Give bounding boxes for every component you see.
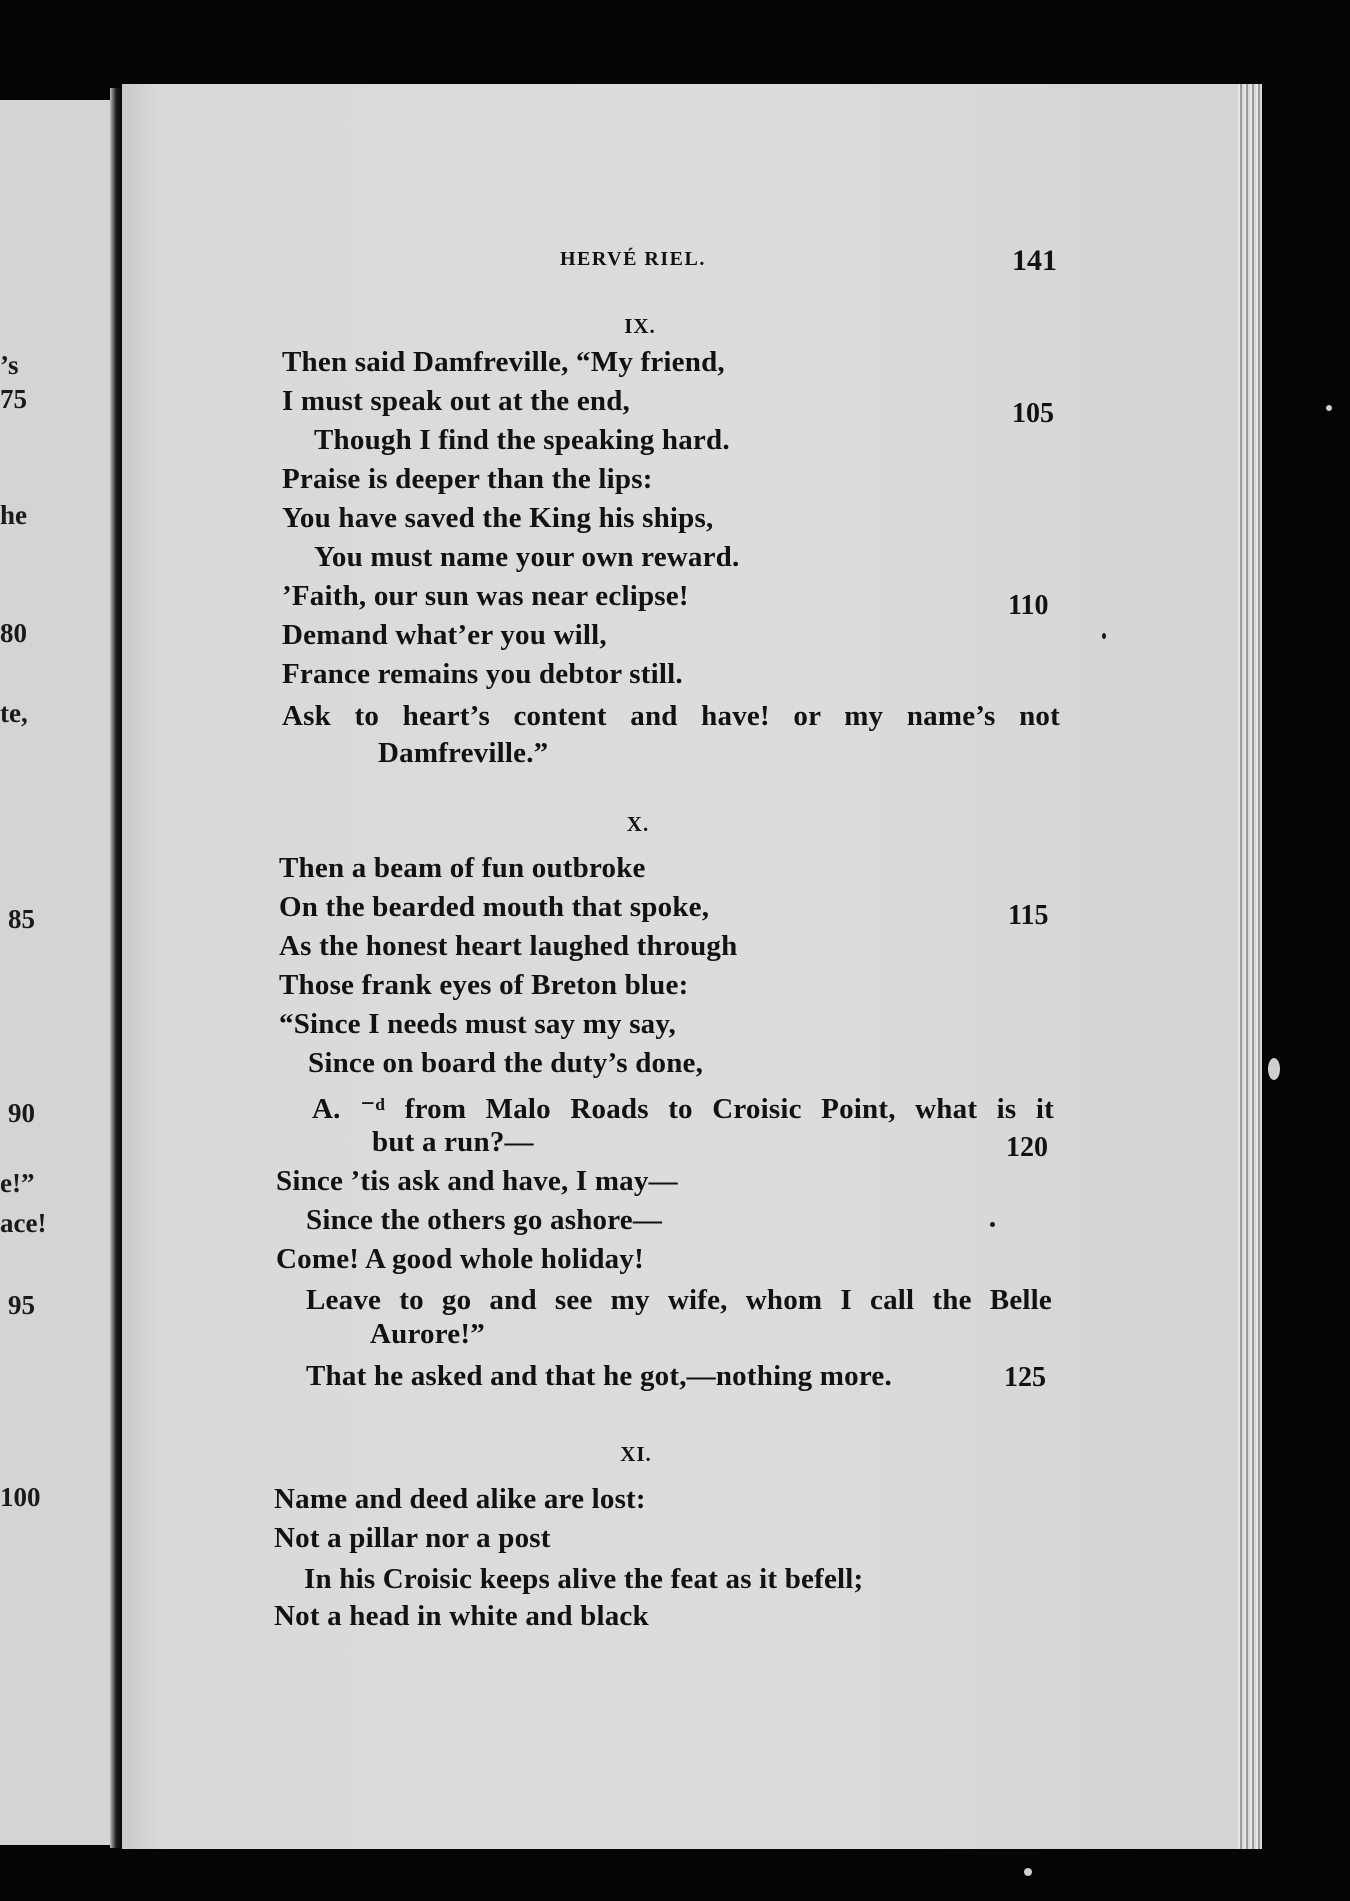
verse-line: but a run?— bbox=[372, 1126, 534, 1158]
verse-line: France remains you debtor still. bbox=[282, 658, 683, 690]
left-page-fragment: 90 bbox=[8, 1098, 35, 1128]
left-facing-page bbox=[0, 100, 118, 1845]
left-page-fragment: te, bbox=[0, 698, 28, 728]
verse-line: Leave to go and see my wife, whom I call the Belle bbox=[306, 1284, 1052, 1316]
scan-speck bbox=[990, 1222, 995, 1227]
verse-line: Demand what’er you will, bbox=[282, 619, 607, 651]
scan-speck bbox=[1102, 633, 1106, 639]
verse-line: You have saved the King his ships, bbox=[282, 502, 714, 534]
line-number: 115 bbox=[1008, 900, 1049, 931]
verse-line: Come! A good whole holiday! bbox=[276, 1243, 644, 1275]
verse-line: That he asked and that he got,—nothing more. bbox=[306, 1360, 892, 1392]
scan-speck bbox=[1268, 1058, 1280, 1080]
verse-line: “Since I needs must say my say, bbox=[279, 1008, 676, 1040]
line-number: 105 bbox=[1012, 398, 1054, 429]
verse-line: Since on board the duty’s done, bbox=[308, 1047, 704, 1079]
running-head: HERVÉ RIEL. bbox=[560, 248, 706, 270]
left-page-fragment: 100 bbox=[0, 1482, 41, 1512]
scan-speck bbox=[1024, 1868, 1032, 1876]
page-number: 141 bbox=[1012, 244, 1057, 277]
verse-line: I must speak out at the end, bbox=[282, 385, 631, 417]
left-page-fragment: 75 bbox=[0, 384, 27, 414]
section-numeral: IX. bbox=[624, 314, 656, 338]
left-page-fragment: ’s bbox=[0, 350, 19, 380]
left-page-fragment: he bbox=[0, 500, 27, 530]
verse-line: Aurore!” bbox=[370, 1318, 485, 1350]
verse-line: Not a head in white and black bbox=[274, 1600, 649, 1632]
verse-line: Praise is deeper than the lips: bbox=[282, 463, 653, 495]
page-edge bbox=[1238, 84, 1262, 1849]
left-page-fragment: ace! bbox=[0, 1208, 47, 1238]
left-page-fragment: 80 bbox=[0, 618, 27, 648]
verse-line: As the honest heart laughed through bbox=[279, 930, 738, 962]
verse-line: A. ⁻ᵈ from Malo Roads to Croisic Point, what is it bbox=[312, 1093, 1054, 1125]
verse-line: Since the others go ashore— bbox=[306, 1204, 663, 1236]
section-numeral: XI. bbox=[620, 1442, 652, 1466]
verse-line: Not a pillar nor a post bbox=[274, 1522, 551, 1554]
verse-line: Name and deed alike are lost: bbox=[274, 1483, 646, 1515]
verse-line: Then a beam of fun outbroke bbox=[279, 852, 646, 884]
verse-line: Though I find the speaking hard. bbox=[314, 424, 730, 456]
scan-speck bbox=[1326, 405, 1332, 411]
line-number: 110 bbox=[1008, 590, 1049, 621]
left-page-fragment: e!” bbox=[0, 1168, 35, 1198]
left-page-fragment: 85 bbox=[8, 904, 35, 934]
verse-line: On the bearded mouth that spoke, bbox=[279, 891, 710, 923]
verse-line: Damfreville.” bbox=[378, 737, 549, 769]
verse-line: Then said Damfreville, “My friend, bbox=[282, 346, 725, 378]
section-numeral: X. bbox=[626, 812, 650, 836]
verse-line: You must name your own reward. bbox=[314, 541, 740, 573]
left-page-fragment: 95 bbox=[8, 1290, 35, 1320]
verse-line: Ask to heart’s content and have! or my name’s not bbox=[282, 700, 1060, 732]
verse-line: In his Croisic keeps alive the feat as it befell; bbox=[304, 1563, 864, 1595]
verse-line: ’Faith, our sun was near eclipse! bbox=[282, 580, 689, 612]
verse-line: Since ’tis ask and have, I may— bbox=[276, 1165, 678, 1197]
line-number: 120 bbox=[1006, 1132, 1048, 1163]
verse-line: Those frank eyes of Breton blue: bbox=[279, 969, 689, 1001]
line-number: 125 bbox=[1004, 1362, 1046, 1393]
